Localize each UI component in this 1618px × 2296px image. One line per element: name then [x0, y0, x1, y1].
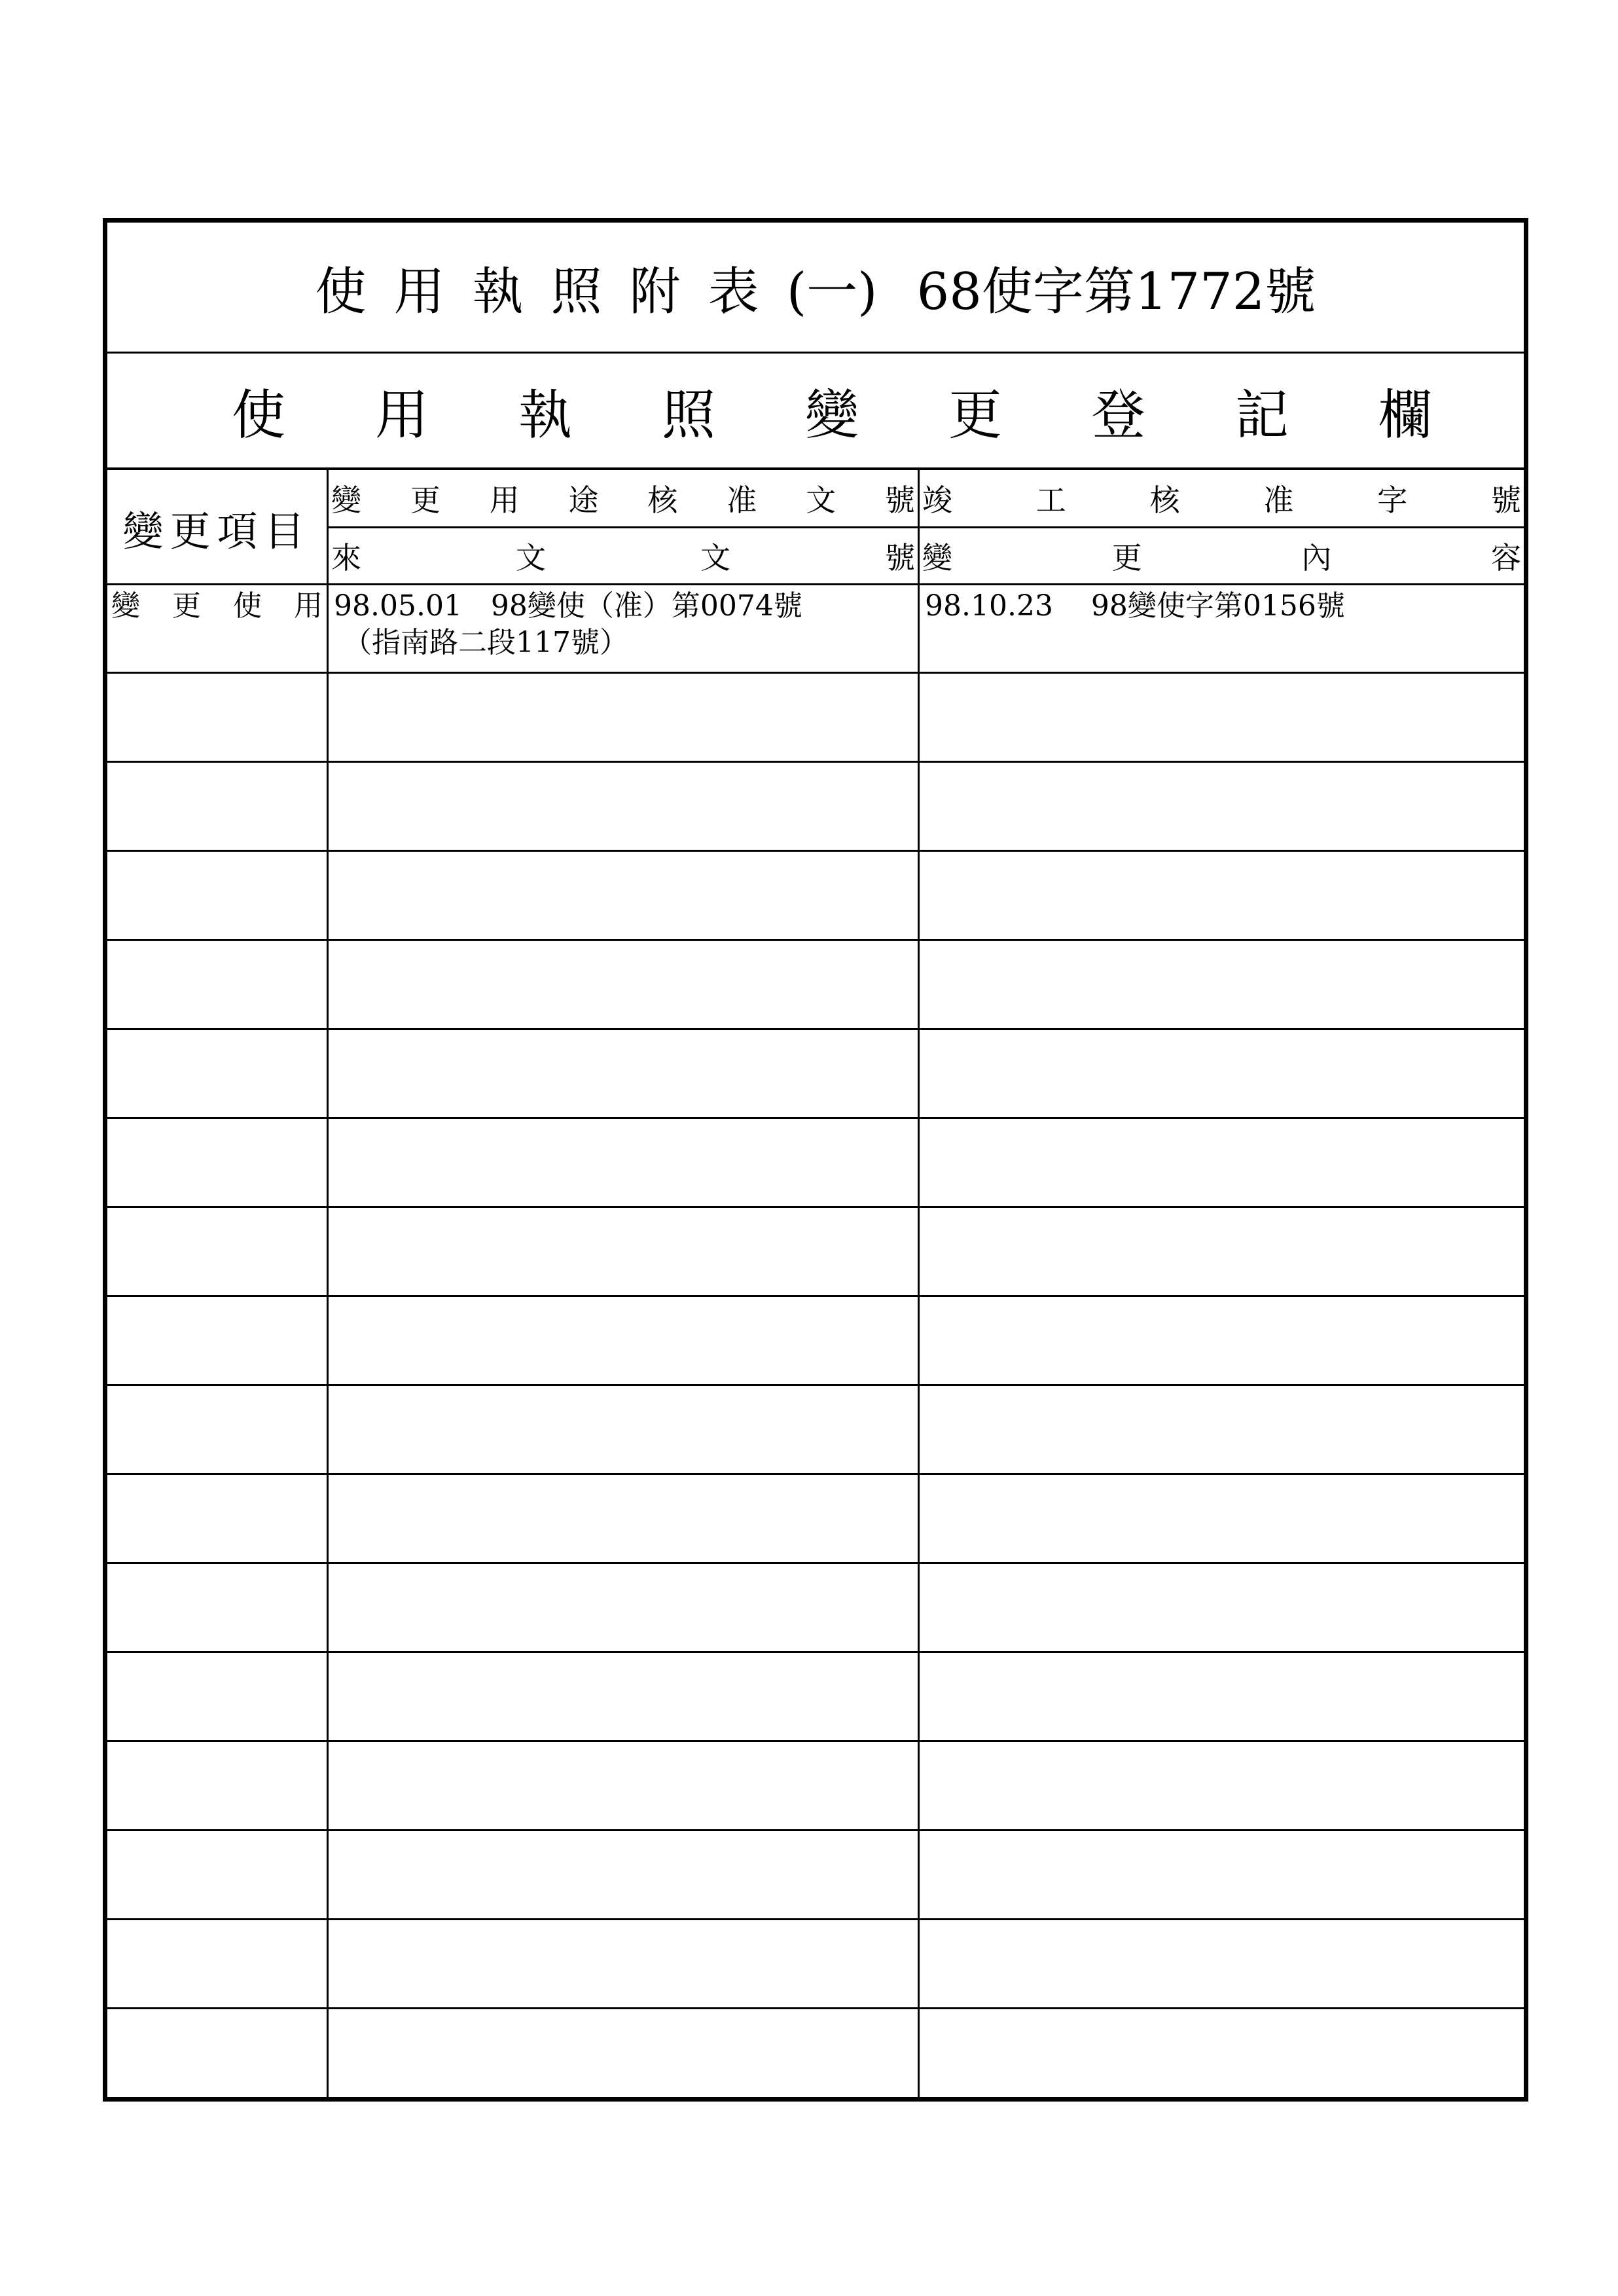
table-row	[107, 2009, 1524, 2102]
approval-line: 98.05.01 98變使（准）第0074號	[334, 589, 802, 623]
table-row	[107, 1119, 1524, 1208]
table-row	[107, 941, 1524, 1030]
table-row	[107, 1831, 1524, 1920]
table-row	[107, 1920, 1524, 2009]
row-change-item: 變 更 使 用	[111, 589, 323, 623]
table-row	[107, 1386, 1524, 1475]
license-number: 68使字第1772號	[916, 262, 1316, 321]
subtitle-char: 登	[1091, 384, 1145, 446]
subtitle-char: 用	[374, 384, 429, 446]
title-paren: (一)	[786, 262, 878, 321]
form-title	[107, 223, 1524, 354]
registration-table-body	[107, 585, 1524, 2102]
table-row	[107, 1564, 1524, 1653]
row-completion-no	[920, 585, 1528, 672]
completion-line: 98.10.23 98變使字第0156號	[925, 589, 1345, 623]
form-subtitle	[107, 354, 1524, 470]
subtitle-char: 照	[661, 384, 715, 446]
table-row	[107, 1653, 1524, 1742]
header-approval-no: 變 更 用 途 核 准 文 號	[331, 483, 915, 518]
table-row	[107, 1208, 1524, 1297]
table-row	[107, 1297, 1524, 1386]
table-row	[107, 1030, 1524, 1119]
header-completion-no: 竣 工 核 准 字 號	[922, 483, 1521, 518]
title-prefix: 使用執照附表	[315, 262, 787, 321]
table-row	[107, 585, 1524, 674]
subtitle-char: 使	[232, 384, 286, 446]
header-change-content: 變 更 內 容	[922, 540, 1521, 575]
registration-form-frame	[103, 218, 1528, 2102]
subtitle-char: 更	[948, 384, 1002, 446]
table-header	[107, 470, 1524, 585]
approval-address: （指南路二段117號）	[343, 626, 628, 659]
subtitle-char: 變	[804, 384, 859, 446]
subtitle-char: 欄	[1378, 384, 1432, 446]
table-row	[107, 1742, 1524, 1831]
subtitle-char: 執	[518, 384, 572, 446]
row-approval-no	[329, 585, 918, 672]
table-row	[107, 1475, 1524, 1564]
table-row	[107, 763, 1524, 852]
header-incoming-no: 來 文 文 號	[331, 540, 915, 575]
subtitle-char: 記	[1234, 384, 1289, 446]
table-row	[107, 852, 1524, 941]
header-change-item: 變更項目	[122, 507, 312, 555]
table-row	[107, 674, 1524, 763]
